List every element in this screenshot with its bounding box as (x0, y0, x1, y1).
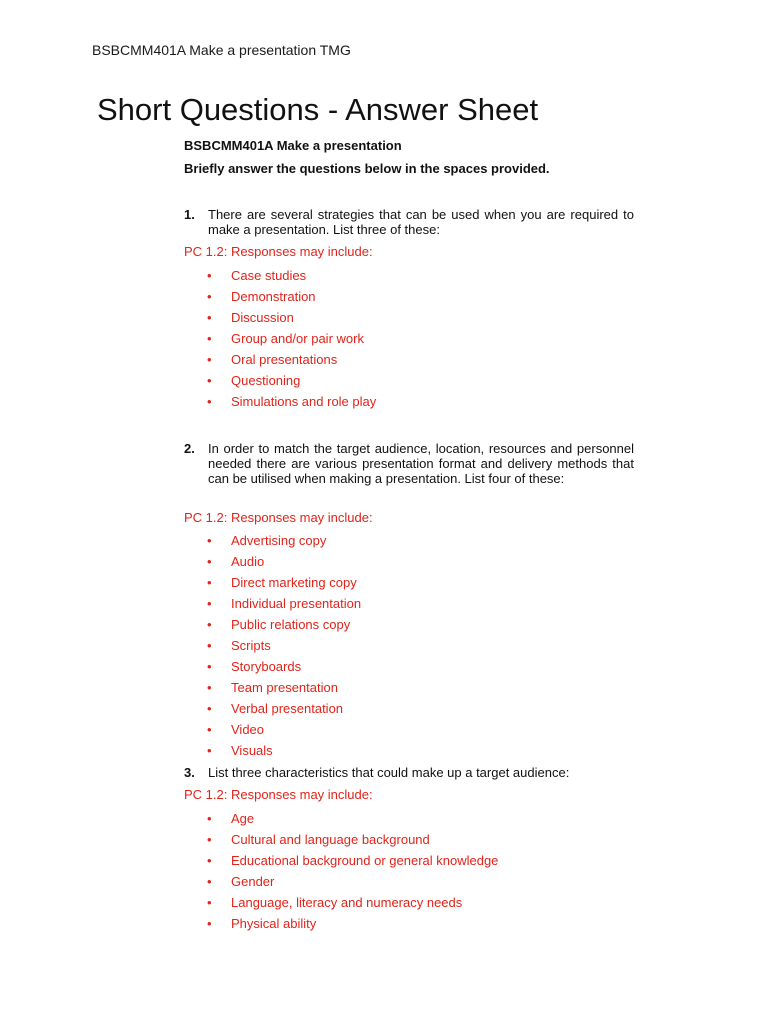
bullet-icon: • (207, 743, 212, 758)
list-item: • Advertising copy (207, 533, 327, 548)
question-text: There are several strategies that can be used when you are required to make a presentation. List three of these: (208, 207, 634, 237)
unit-title: BSBCMM401A Make a presentation (184, 138, 402, 153)
bullet-icon: • (207, 596, 212, 611)
question-2 (184, 441, 634, 486)
list-item: • Gender (207, 874, 275, 889)
question-1 (184, 207, 634, 237)
bullet-icon: • (207, 373, 212, 388)
list-item: • Visuals (207, 743, 273, 758)
list-item: • Direct marketing copy (207, 575, 357, 590)
instruction-text: Briefly answer the questions below in the spaces provided. (184, 161, 550, 176)
list-item: • Group and/or pair work (207, 331, 364, 346)
list-item: • Cultural and language background (207, 832, 430, 847)
list-item: • Team presentation (207, 680, 338, 695)
bullet-icon: • (207, 832, 212, 847)
question-3 (184, 765, 634, 780)
bullet-icon: • (207, 853, 212, 868)
list-item: • Case studies (207, 268, 307, 283)
bullet-icon: • (207, 638, 212, 653)
bullet-icon: • (207, 394, 212, 409)
response-list-3 (207, 811, 498, 937)
question-number: 2. (184, 441, 195, 456)
bullet-icon: • (207, 575, 212, 590)
list-item: • Demonstration (207, 289, 316, 304)
bullet-icon: • (207, 533, 212, 548)
list-item: • Individual presentation (207, 596, 362, 611)
bullet-icon: • (207, 617, 212, 632)
list-item: • Physical ability (207, 916, 317, 931)
list-item: • Audio (207, 554, 265, 569)
bullet-icon: • (207, 895, 212, 910)
question-text: List three characteristics that could make up a target audience: (208, 765, 570, 780)
pc-label: PC 1.2: Responses may include: (184, 787, 373, 802)
bullet-icon: • (207, 874, 212, 889)
bullet-icon: • (207, 352, 212, 367)
bullet-icon: • (207, 916, 212, 931)
running-header: BSBCMM401A Make a presentation TMG (92, 42, 351, 58)
pc-label: PC 1.2: Responses may include: (184, 510, 373, 525)
bullet-icon: • (207, 722, 212, 737)
list-item: • Video (207, 722, 265, 737)
bullet-icon: • (207, 680, 212, 695)
bullet-icon: • (207, 554, 212, 569)
question-text: In order to match the target audience, location, resources and personnel needed there are various presentation format and delivery methods that can be utilised when making a presentation. List four of these: (208, 441, 634, 486)
response-list-2 (207, 533, 361, 764)
question-number: 1. (184, 207, 195, 222)
list-item: • Verbal presentation (207, 701, 344, 716)
list-item: • Public relations copy (207, 617, 351, 632)
bullet-icon: • (207, 331, 212, 346)
bullet-icon: • (207, 701, 212, 716)
list-item: • Educational background or general knowledge (207, 853, 499, 868)
bullet-icon: • (207, 811, 212, 826)
bullet-icon: • (207, 268, 212, 283)
page-title: Short Questions - Answer Sheet (97, 92, 539, 127)
list-item: • Questioning (207, 373, 301, 388)
question-number: 3. (184, 765, 195, 780)
list-item: • Scripts (207, 638, 271, 653)
list-item: • Discussion (207, 310, 294, 325)
bullet-icon: • (207, 659, 212, 674)
list-item: • Storyboards (207, 659, 302, 674)
pc-label: PC 1.2: Responses may include: (184, 244, 373, 259)
bullet-icon: • (207, 310, 212, 325)
list-item: • Simulations and role play (207, 394, 377, 409)
response-list-1 (207, 268, 376, 415)
list-item: • Language, literacy and numeracy needs (207, 895, 463, 910)
list-item: • Age (207, 811, 255, 826)
list-item: • Oral presentations (207, 352, 338, 367)
bullet-icon: • (207, 289, 212, 304)
